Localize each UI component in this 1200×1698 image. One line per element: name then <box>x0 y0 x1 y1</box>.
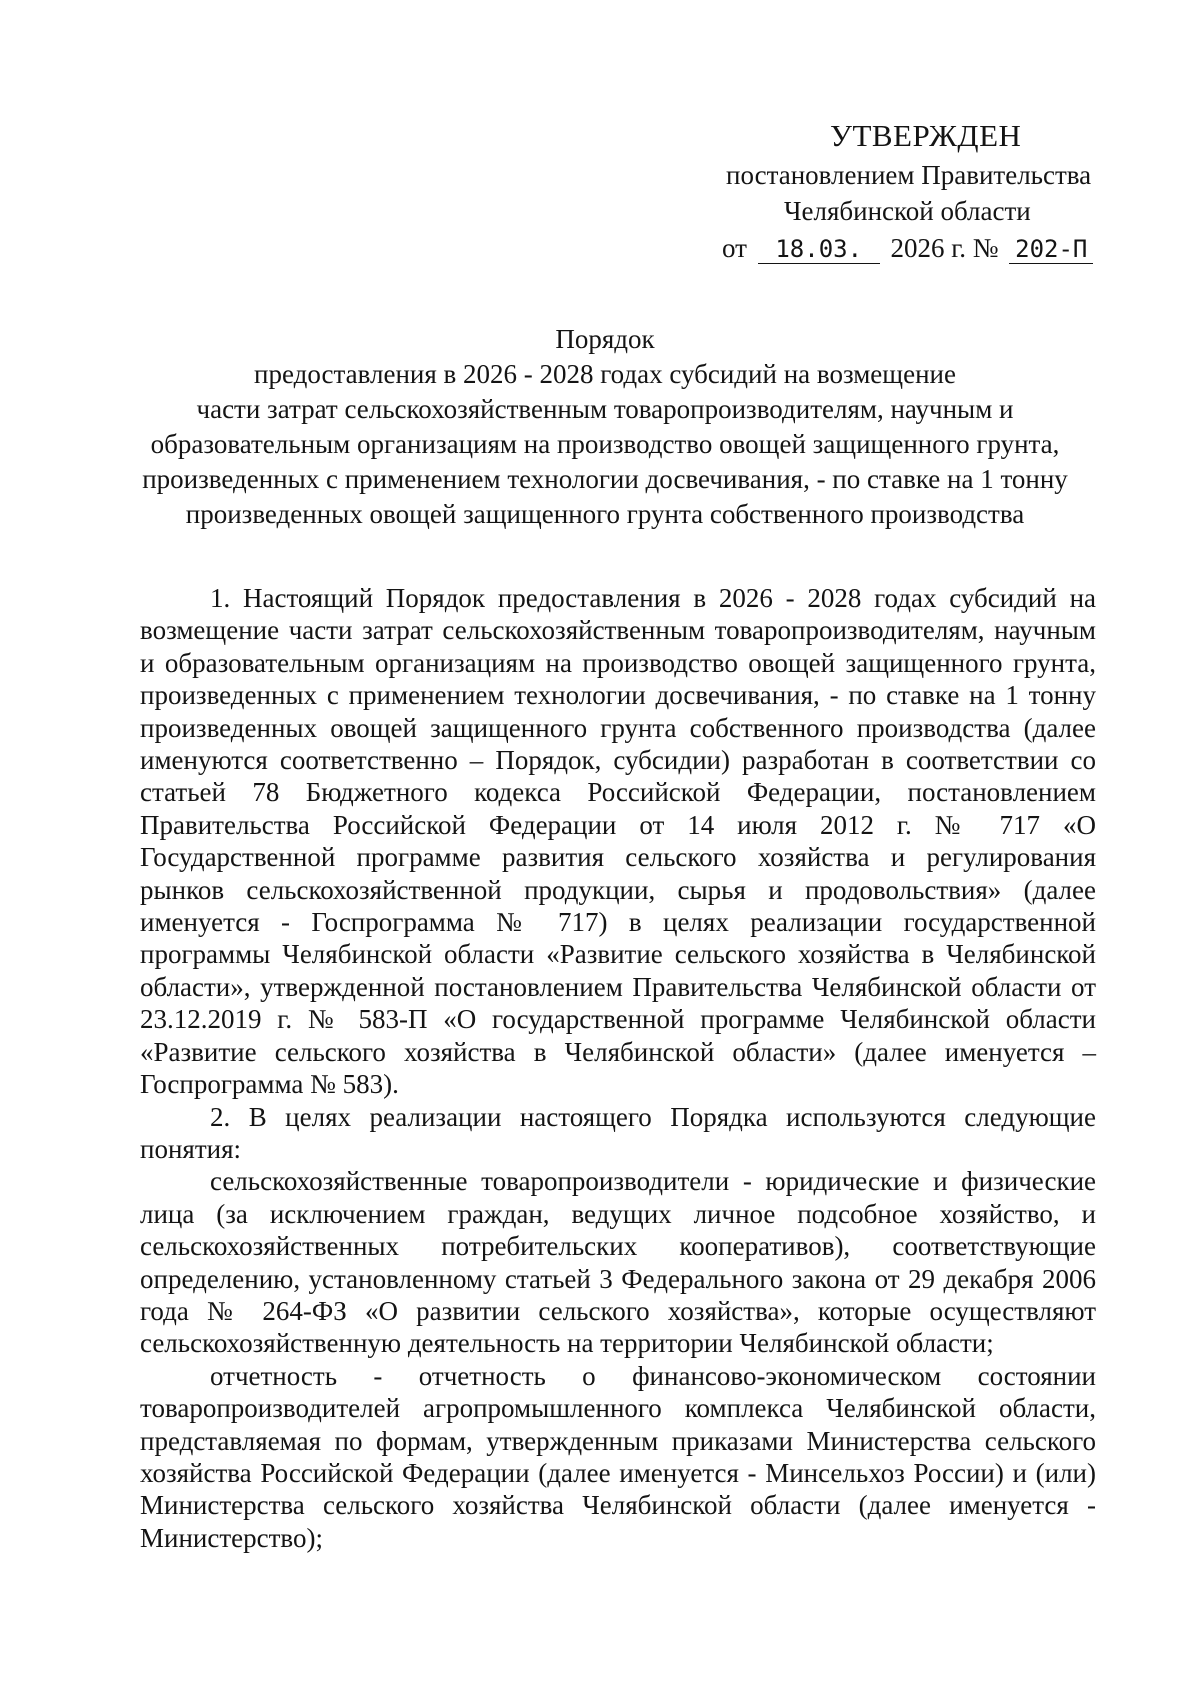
year-label: 2026 г. № <box>890 233 999 263</box>
approval-line-region: Челябинской области <box>784 196 1031 226</box>
paragraph-1: 1. Настоящий Порядок предоставления в 2026 - 2028 годах субсидий на возмещение части затрат сельскохозяйственным товаропроизводителям, научным и образовательным организациям на производство овощей защищенного грунта, произведенных с применением технологии досвечивания, - по ставке на 1 тонну произведенных овощей защищенного грунта собственного производства (далее именуются соответственно – Порядок, субсидии) разработан в соответствии со статьей 78 Бюджетного кодекса Российской Федерации, постановлением Правительства Российской Федерации от 14 июля 2012 г. № 717 «О Государственной программе развития сельского хозяйства и регулирования рынков сельскохозяйственной продукции, сырья и продовольствия» (далее именуется - Госпрограмма № 717) в целях реализации государственной программы Челябинской области «Развитие сельского хозяйства в Челябинской области», утвержденной постановлением Правительства Челябинской области от 23.12.2019 г. № 583-П «О государственной программе Челябинской области «Развитие сельского хозяйства в Челябинской области» (далее именуется – Госпрограмма № 583). <box>140 583 1096 1100</box>
approval-date-number-line <box>722 233 1093 264</box>
approved-heading: УТВЕРЖДЕН <box>830 118 1022 153</box>
order-heading: Порядок <box>555 324 655 354</box>
definition-reporting: отчетность - отчетность о финансово-экономическом состоянии товаропроизводителей агропромышленного комплекса Челябинской области, представляемая по формам, утвержденным приказами Министерства сельского хозяйства Российской Федерации (далее именуется - Минсельхоз России) и (или) Министерства сельского хозяйства Челябинской области (далее именуется - Министерство); <box>140 1360 1096 1553</box>
title-line: предоставления в 2026 - 2028 годах субсидий на возмещение <box>254 359 956 389</box>
from-label: от <box>722 233 747 263</box>
title-line: произведенных овощей защищенного грунта собственного производства <box>185 499 1025 529</box>
approval-line-resolution: постановлением Правительства <box>726 160 1092 190</box>
definition-producers: сельскохозяйственные товаропроизводители - юридические и физические лица (за исключением граждан, ведущих личное подсобное хозяйство, и сельскохозяйственных потребительских кооперативов), соответствующие определению, установленному статьей 3 Федерального закона от 29 декабря 2006 года № 264-ФЗ «О развитии сельского хозяйства», которые осуществляют сельскохозяйственную деятельность на территории Челябинской области; <box>140 1166 1096 1359</box>
title-line: части затрат сельскохозяйственным товаропроизводителям, научным и <box>196 394 1014 424</box>
document-title <box>130 322 1080 532</box>
document-body <box>140 582 1096 1554</box>
approval-number-field: 202-П <box>1009 235 1093 264</box>
title-line: произведенных с применением технологии досвечивания, - по ставке на 1 тонну <box>142 464 1068 494</box>
approval-date-field: 18.03. <box>758 235 880 264</box>
paragraph-2: 2. В целях реализации настоящего Порядка используются следующие понятия: <box>140 1101 1096 1164</box>
title-line: образовательным организациям на производство овощей защищенного грунта, <box>150 429 1060 459</box>
